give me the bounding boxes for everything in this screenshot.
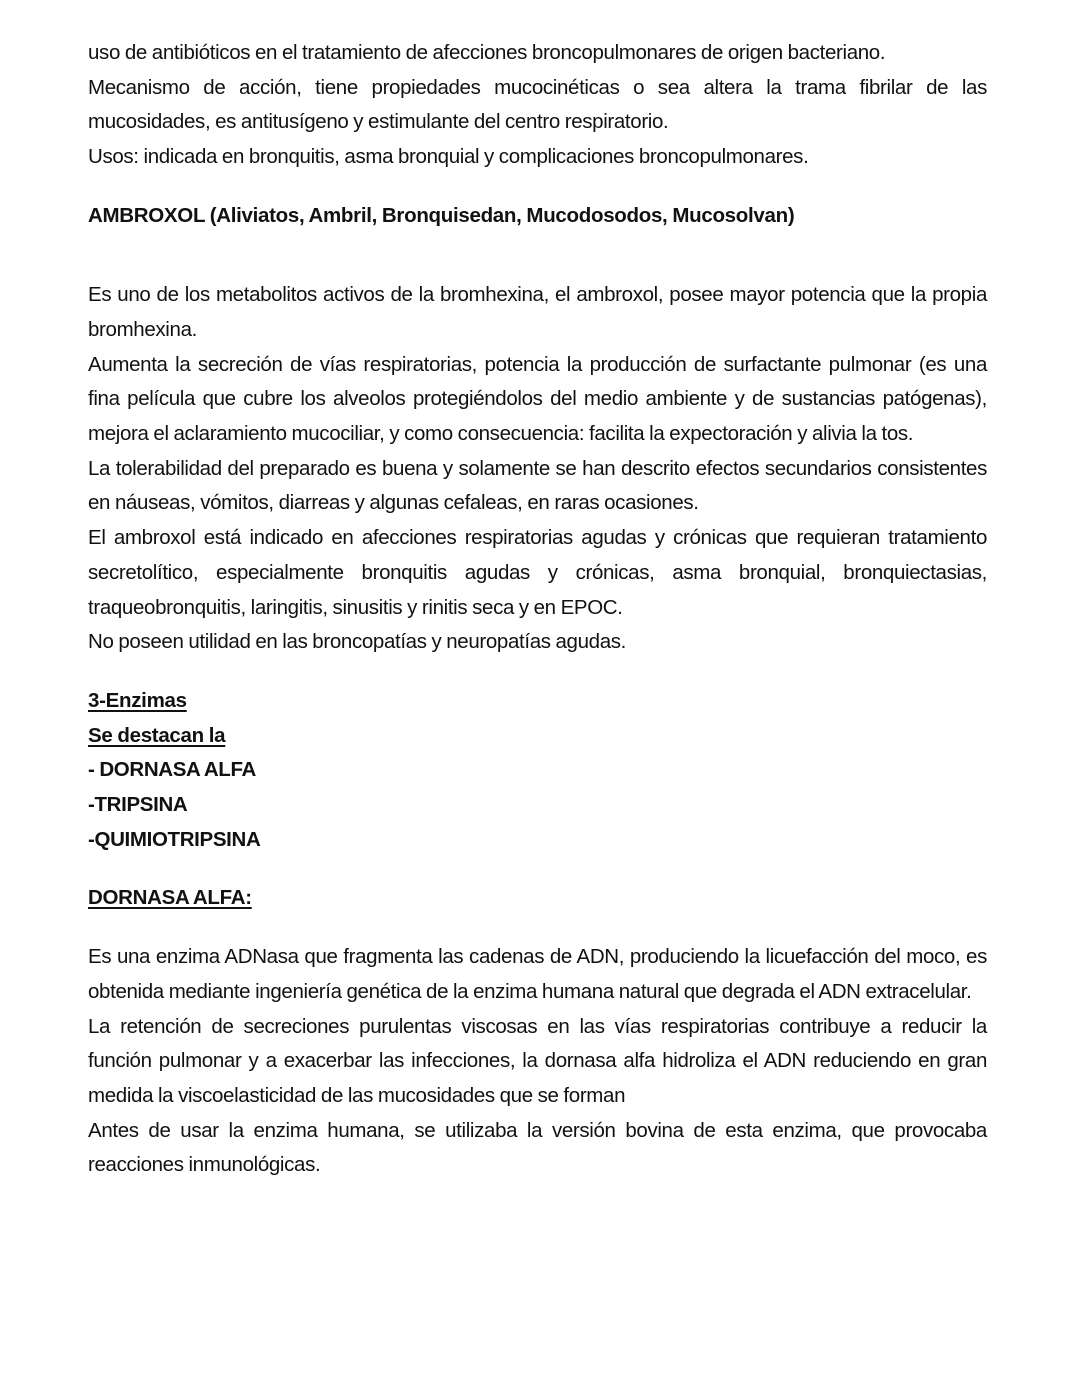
spacer	[88, 916, 987, 940]
dornasa-heading: DORNASA ALFA:	[88, 886, 252, 910]
intro-paragraph: Mecanismo de acción, tiene propiedades mucocinéticas o sea altera la trama fibrilar de las mucosidades, es antitusígeno y estimulante del centro respiratorio.	[88, 75, 987, 134]
dornasa-paragraph: La retención de secreciones purulentas viscosas en las vías respiratorias contribuye a reducir la función pulmonar y a exacerbar las infecciones, la dornasa alfa hidroliza el ADN reduciendo en gran medida la viscoelasticidad de las mucosidades que se forman	[88, 1014, 987, 1107]
enzimas-subheading: Se destacan la	[88, 723, 226, 747]
ambroxol-paragraph: El ambroxol está indicado en afecciones respiratorias agudas y crónicas que requieran tratamiento secretolítico, especialmente bronquitis agudas y crónicas, asma bronquial, bronquiectasias, traqueobronquitis, laringitis, sinusitis y rinitis seca y en EPOC.	[88, 526, 987, 619]
spacer	[88, 268, 987, 278]
enzimas-heading: 3-Enzimas	[88, 688, 187, 712]
dornasa-paragraph: Es una enzima ADNasa que fragmenta las cadenas de ADN, produciendo la licuefacción del moco, es obtenida mediante ingeniería genética de la enzima humana natural que degrada el ADN extracelular.	[88, 945, 987, 1003]
intro-paragraph: Usos: indicada en bronquitis, asma bronquial y complicaciones broncopulmonares.	[88, 145, 809, 169]
intro-paragraph: uso de antibióticos en el tratamiento de afecciones broncopulmonares de origen bacteriano.	[88, 41, 886, 64]
enzima-list-item: - DORNASA ALFA	[88, 758, 256, 782]
spacer	[88, 175, 987, 199]
spacer	[88, 857, 987, 881]
ambroxol-paragraph: No poseen utilidad en las broncopatías y neuropatías agudas.	[88, 630, 626, 654]
ambroxol-heading: AMBROXOL (Aliviatos, Ambril, Bronquisedan, Mucodosodos, Mucosolvan)	[88, 203, 795, 227]
ambroxol-paragraph: Aumenta la secreción de vías respiratorias, potencia la producción de surfactante pulmonar (es una fina película que cubre los alveolos protegiéndolos del medio ambiente y de sustancias patógenas), mejora el aclaramiento mucociliar, y como consecuencia: facilita la expectoración y alivia la tos.	[88, 352, 987, 446]
ambroxol-paragraph: La tolerabilidad del preparado es buena y solamente se han descrito efectos secundarios consistentes en náuseas, vómitos, diarreas y algunas cefaleas, en raras ocasiones.	[88, 456, 987, 515]
enzima-list-item: -TRIPSINA	[88, 793, 188, 817]
ambroxol-paragraph: Es uno de los metabolitos activos de la bromhexina, el ambroxol, posee mayor potencia que la propia bromhexina.	[88, 283, 987, 341]
enzima-list-item: -QUIMIOTRIPSINA	[88, 827, 261, 851]
document-page	[88, 36, 987, 1183]
dornasa-paragraph: Antes de usar la enzima humana, se utilizaba la versión bovina de esta enzima, que provocaba reacciones inmunológicas.	[88, 1118, 987, 1177]
spacer	[88, 234, 987, 269]
spacer	[88, 660, 987, 684]
